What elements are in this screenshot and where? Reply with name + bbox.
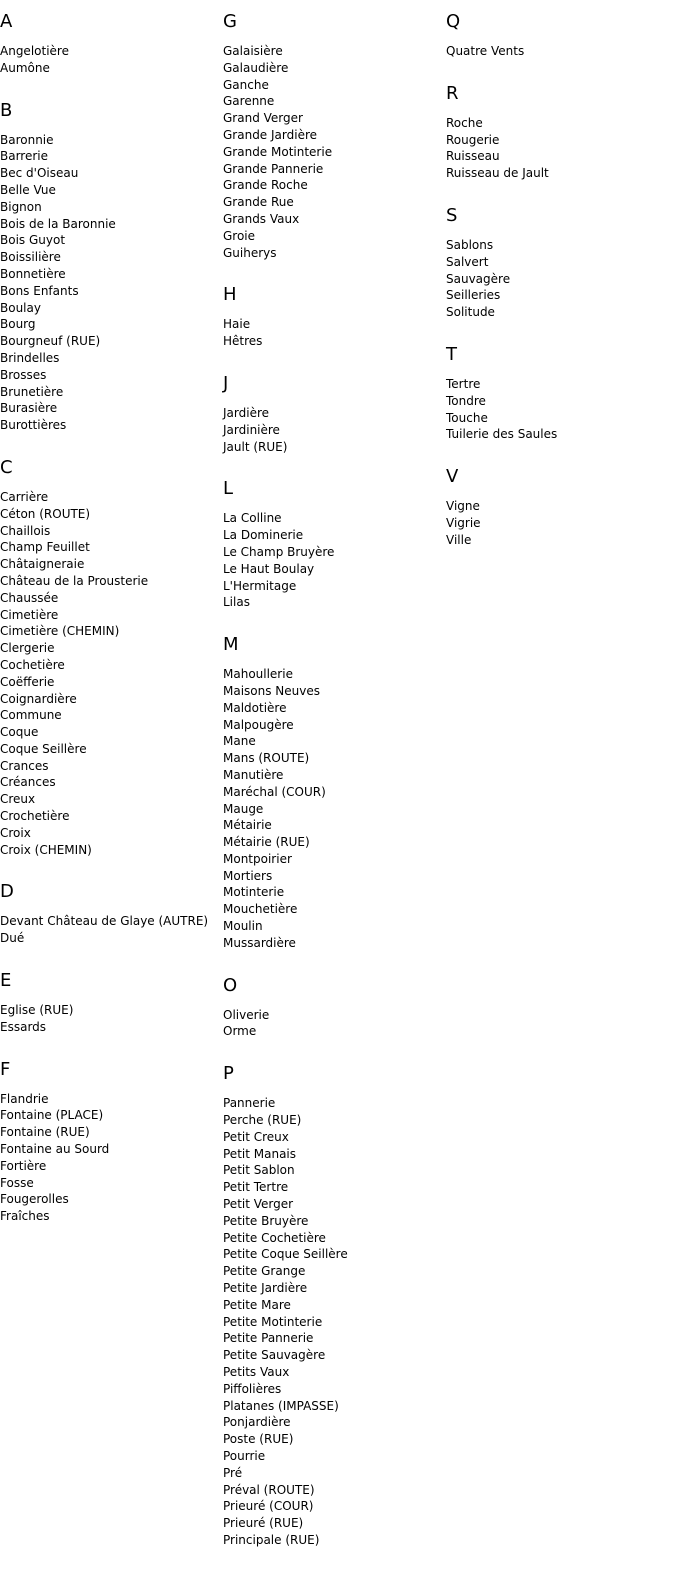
place-name-link[interactable]: Fortière — [0, 1158, 47, 1173]
place-name-link[interactable]: Grande Jardière — [223, 127, 318, 142]
place-name-link[interactable]: Petit Creux — [223, 1129, 289, 1144]
letter-heading: A — [0, 11, 13, 32]
place-name-link[interactable]: Petite Pannerie — [223, 1331, 314, 1346]
place-name-link[interactable]: Grande Pannerie — [223, 161, 324, 176]
letter-group — [0, 455, 215, 859]
index-column-2 — [223, 9, 438, 1570]
place-name-link[interactable]: Malpougère — [223, 717, 294, 732]
place-name-link[interactable]: Orme — [223, 1024, 257, 1039]
letter-heading: P — [223, 1063, 234, 1085]
place-name-link[interactable]: Essards — [0, 1019, 47, 1034]
place-name-link[interactable]: Belle Vue — [0, 182, 56, 197]
place-name-link[interactable]: Garenne — [223, 94, 275, 109]
place-name-link[interactable]: Bois Guyot — [0, 233, 66, 248]
place-name-link[interactable]: Vigrie — [446, 515, 481, 530]
index-column-1 — [0, 9, 215, 1246]
place-name-link[interactable]: La Dominerie — [223, 528, 304, 543]
place-name-link[interactable]: Mauge — [223, 801, 264, 816]
place-name-link[interactable]: Coque Seillère — [0, 741, 87, 756]
place-name-link[interactable]: Petite Jardière — [223, 1281, 308, 1296]
place-name-link[interactable]: Quatre Vents — [446, 44, 525, 58]
place-name-link[interactable]: Ville — [446, 532, 472, 547]
place-name-link[interactable]: Haie — [223, 317, 251, 332]
place-name-link[interactable]: Fosse — [0, 1175, 34, 1190]
place-name-link[interactable]: Petite Coque Seillère — [223, 1247, 348, 1262]
place-name-link[interactable]: La Colline — [223, 511, 282, 526]
place-name-link[interactable]: Petite Bruyère — [223, 1213, 309, 1228]
place-name-link[interactable]: Céton (ROUTE) — [0, 506, 91, 521]
place-name-link[interactable]: Champ Feuillet — [0, 540, 90, 555]
place-name-link[interactable]: Brosses — [0, 367, 47, 382]
letter-heading: F — [0, 1058, 11, 1080]
letter-group — [0, 98, 215, 434]
place-name-link[interactable]: Manutière — [223, 767, 284, 782]
place-name-link[interactable]: Le Haut Boulay — [223, 561, 315, 576]
place-name-link[interactable]: Tertre — [446, 376, 481, 391]
place-name-link[interactable]: Moulin — [223, 919, 263, 934]
place-name-link[interactable]: Mortiers — [223, 868, 273, 883]
place-name-link[interactable]: Lilas — [223, 595, 250, 610]
place-name-link[interactable]: Bourg — [0, 317, 36, 332]
place-name-link[interactable]: Fontaine (RUE) — [0, 1125, 90, 1140]
place-name-link[interactable]: Boulay — [0, 300, 41, 315]
letter-group — [446, 342, 661, 443]
place-name-link[interactable]: Grands Vaux — [223, 211, 300, 226]
place-name-link[interactable]: Prieuré (COUR) — [223, 1499, 314, 1514]
place-name-link[interactable]: Barrerie — [0, 149, 49, 164]
place-name-link[interactable]: Jardinière — [223, 422, 280, 437]
place-name-link[interactable]: Petite Motinterie — [223, 1314, 323, 1329]
place-name-link[interactable]: Jault (RUE) — [223, 439, 288, 454]
place-name-link[interactable]: Principale (RUE) — [223, 1532, 320, 1547]
letter-heading: V — [446, 466, 459, 488]
letter-heading: M — [223, 634, 239, 656]
place-name-link[interactable]: Hêtres — [223, 334, 263, 349]
place-name-link[interactable]: Ganche — [223, 77, 269, 92]
place-name-link[interactable]: Coëfferie — [0, 674, 55, 689]
letter-group — [0, 9, 215, 77]
place-name-link[interactable]: Poste (RUE) — [223, 1432, 294, 1447]
place-name-link[interactable]: Fontaine au Sourd — [0, 1142, 110, 1157]
place-name-link[interactable]: Burasière — [0, 401, 58, 416]
place-name-link[interactable]: Perche (RUE) — [223, 1113, 302, 1128]
place-name-link[interactable]: Petite Grange — [223, 1264, 306, 1279]
place-name-link[interactable]: Fontaine (PLACE) — [0, 1108, 104, 1123]
place-name-link[interactable]: Chaillois — [0, 523, 51, 538]
place-name-link[interactable]: Petit Tertre — [223, 1180, 289, 1195]
place-name-link[interactable]: Carrière — [0, 489, 49, 504]
place-name-link[interactable]: Roche — [446, 115, 483, 130]
place-name-link[interactable]: Guiherys — [223, 245, 277, 260]
place-name-link[interactable]: Motinterie — [223, 885, 285, 900]
place-name-link[interactable]: Prieuré (RUE) — [223, 1516, 304, 1531]
letter-heading: H — [223, 284, 237, 306]
place-name-link[interactable]: Oliverie — [223, 1007, 270, 1022]
place-name-link[interactable]: Baronnie — [0, 132, 54, 147]
place-name-link[interactable]: Dué — [0, 931, 25, 946]
place-name-link[interactable]: Ruisseau de Jault — [446, 166, 549, 181]
place-name-link[interactable]: Mane — [223, 734, 256, 749]
place-name-link[interactable]: Métairie — [223, 818, 272, 833]
letter-heading: R — [446, 82, 459, 104]
place-name-link[interactable]: Petit Verger — [223, 1197, 294, 1212]
letter-heading: G — [223, 11, 237, 32]
place-name-link[interactable]: Angelotière — [0, 44, 69, 58]
place-name-link[interactable]: Créances — [0, 775, 56, 790]
place-name-link[interactable]: Brunetière — [0, 384, 64, 399]
place-name-link[interactable]: Mahoullerie — [223, 667, 293, 682]
place-name-link[interactable]: Mussardière — [223, 935, 296, 950]
place-name-link[interactable]: Galaudière — [223, 60, 289, 75]
place-name-link[interactable]: Crochetière — [0, 809, 70, 824]
letter-group — [446, 9, 661, 60]
place-name-link[interactable]: Préval (ROUTE) — [223, 1482, 315, 1497]
place-name-link[interactable]: Bois de la Baronnie — [0, 216, 116, 231]
place-name-link[interactable]: Grande Roche — [223, 178, 308, 193]
letter-group — [0, 1057, 215, 1225]
place-name-link[interactable]: Crances — [0, 758, 49, 773]
place-name-link[interactable]: Vigne — [446, 499, 480, 514]
place-name-link[interactable]: Pré — [223, 1465, 243, 1480]
place-name-link[interactable]: Grande Rue — [223, 195, 294, 210]
letter-heading: J — [223, 372, 229, 394]
place-name-link[interactable]: Pannerie — [223, 1096, 276, 1111]
place-name-link[interactable]: Salvert — [446, 254, 489, 269]
letter-heading: D — [0, 881, 14, 903]
letter-group — [223, 9, 438, 261]
place-name-link[interactable]: Bonnetière — [0, 266, 66, 281]
place-name-link[interactable]: Pourrie — [223, 1449, 266, 1463]
place-name-link[interactable]: Petite Cochetière — [223, 1230, 326, 1245]
place-name-link[interactable]: Petite Mare — [223, 1297, 291, 1312]
place-name-link[interactable]: Groie — [223, 228, 256, 243]
place-name-link[interactable]: Commune — [0, 708, 62, 723]
letter-heading: B — [0, 99, 13, 121]
place-name-link[interactable]: Solitude — [446, 305, 495, 320]
place-name-link[interactable]: Touche — [446, 410, 488, 425]
place-name-link[interactable]: Le Champ Bruyère — [223, 544, 335, 559]
place-name-link[interactable]: Cimetière (CHEMIN) — [0, 624, 120, 639]
place-name-link[interactable]: Cimetière — [0, 607, 59, 622]
place-name-link[interactable]: Tuilerie des Saules — [446, 427, 558, 442]
place-name-link[interactable]: Platanes (IMPASSE) — [223, 1398, 339, 1413]
letter-group — [223, 973, 438, 1041]
place-name-link[interactable]: Fraîches — [0, 1209, 50, 1224]
place-name-link[interactable]: Flandrie — [0, 1091, 49, 1106]
place-name-link[interactable]: Petits Vaux — [223, 1365, 290, 1380]
letter-group — [0, 968, 215, 1036]
place-name-link[interactable]: Grande Motinterie — [223, 144, 333, 159]
letter-heading: L — [223, 478, 234, 500]
place-name-link[interactable]: Bec d'Oiseau — [0, 166, 79, 181]
place-name-link[interactable]: Coque — [0, 725, 39, 740]
place-name-link[interactable]: Croix — [0, 825, 31, 840]
place-name-link[interactable]: Burottières — [0, 418, 67, 433]
place-name-link[interactable]: Mans (ROUTE) — [223, 751, 310, 766]
place-name-link[interactable]: Tondre — [446, 393, 486, 408]
place-name-link[interactable]: L'Hermitage — [223, 578, 297, 593]
place-name-link[interactable]: Devant Château de Glaye (AUTRE) — [0, 914, 209, 929]
letter-heading: Q — [446, 11, 461, 32]
letter-heading: O — [223, 974, 238, 996]
place-name-link[interactable]: Maréchal (COUR) — [223, 784, 326, 799]
letter-heading: E — [0, 970, 12, 992]
place-name-link[interactable]: Rougerie — [446, 132, 500, 147]
place-name-link[interactable]: Sauvagère — [446, 271, 511, 286]
place-name-link[interactable]: Seilleries — [446, 288, 501, 303]
place-name-link[interactable]: Maisons Neuves — [223, 683, 321, 698]
place-name-link[interactable]: Métairie (RUE) — [223, 835, 310, 850]
place-name-link[interactable]: Clergerie — [0, 641, 55, 656]
place-name-link[interactable]: Montpoirier — [223, 851, 292, 866]
place-name-link[interactable]: Bignon — [0, 199, 42, 214]
letter-group — [223, 282, 438, 350]
letter-group — [0, 879, 215, 947]
place-name-link[interactable]: Bons Enfants — [0, 283, 79, 298]
place-name-link[interactable]: Mouchetière — [223, 902, 298, 917]
place-name-link[interactable]: Coignardière — [0, 691, 77, 706]
place-name-link[interactable]: Croix (CHEMIN) — [0, 842, 92, 857]
place-name-link[interactable]: Galaisière — [223, 44, 283, 58]
letter-group — [223, 632, 438, 952]
place-name-link[interactable]: Château de la Prousterie — [0, 573, 149, 588]
letter-group — [223, 476, 438, 611]
place-name-link[interactable]: Maldotière — [223, 700, 287, 715]
letter-heading: S — [446, 204, 458, 226]
place-name-link[interactable]: Petite Sauvagère — [223, 1348, 326, 1363]
letter-group — [223, 1061, 438, 1549]
place-name-link[interactable]: Chaussée — [0, 590, 59, 605]
place-name-link[interactable]: Fougerolles — [0, 1192, 69, 1207]
letter-group — [446, 203, 661, 321]
place-name-link[interactable]: Aumône — [0, 60, 50, 75]
place-name-link[interactable]: Cochetière — [0, 657, 65, 672]
place-name-link[interactable]: Ruisseau — [446, 149, 500, 164]
place-name-link[interactable]: Eglise (RUE) — [0, 1003, 74, 1018]
letter-group — [223, 371, 438, 455]
place-name-link[interactable]: Brindelles — [0, 350, 60, 365]
letter-heading: C — [0, 456, 13, 478]
place-name-link[interactable]: Creux — [0, 792, 36, 807]
place-name-link[interactable]: Petit Sablon — [223, 1163, 295, 1178]
place-name-link[interactable]: Piffolières — [223, 1381, 282, 1396]
place-name-link[interactable]: Ponjardière — [223, 1415, 291, 1430]
index-column-3 — [446, 9, 661, 570]
place-name-link[interactable]: Châtaigneraie — [0, 557, 85, 572]
letter-group — [446, 81, 661, 182]
place-name-link[interactable]: Grand Verger — [223, 111, 303, 126]
place-name-link[interactable]: Jardière — [223, 405, 270, 420]
place-name-link[interactable]: Sablons — [446, 237, 494, 252]
letter-heading: T — [446, 343, 457, 365]
place-name-link[interactable]: Boissilière — [0, 250, 61, 265]
place-name-link[interactable]: Petit Manais — [223, 1146, 297, 1161]
letter-group — [446, 464, 661, 548]
place-name-link[interactable]: Bourgneuf (RUE) — [0, 334, 101, 349]
